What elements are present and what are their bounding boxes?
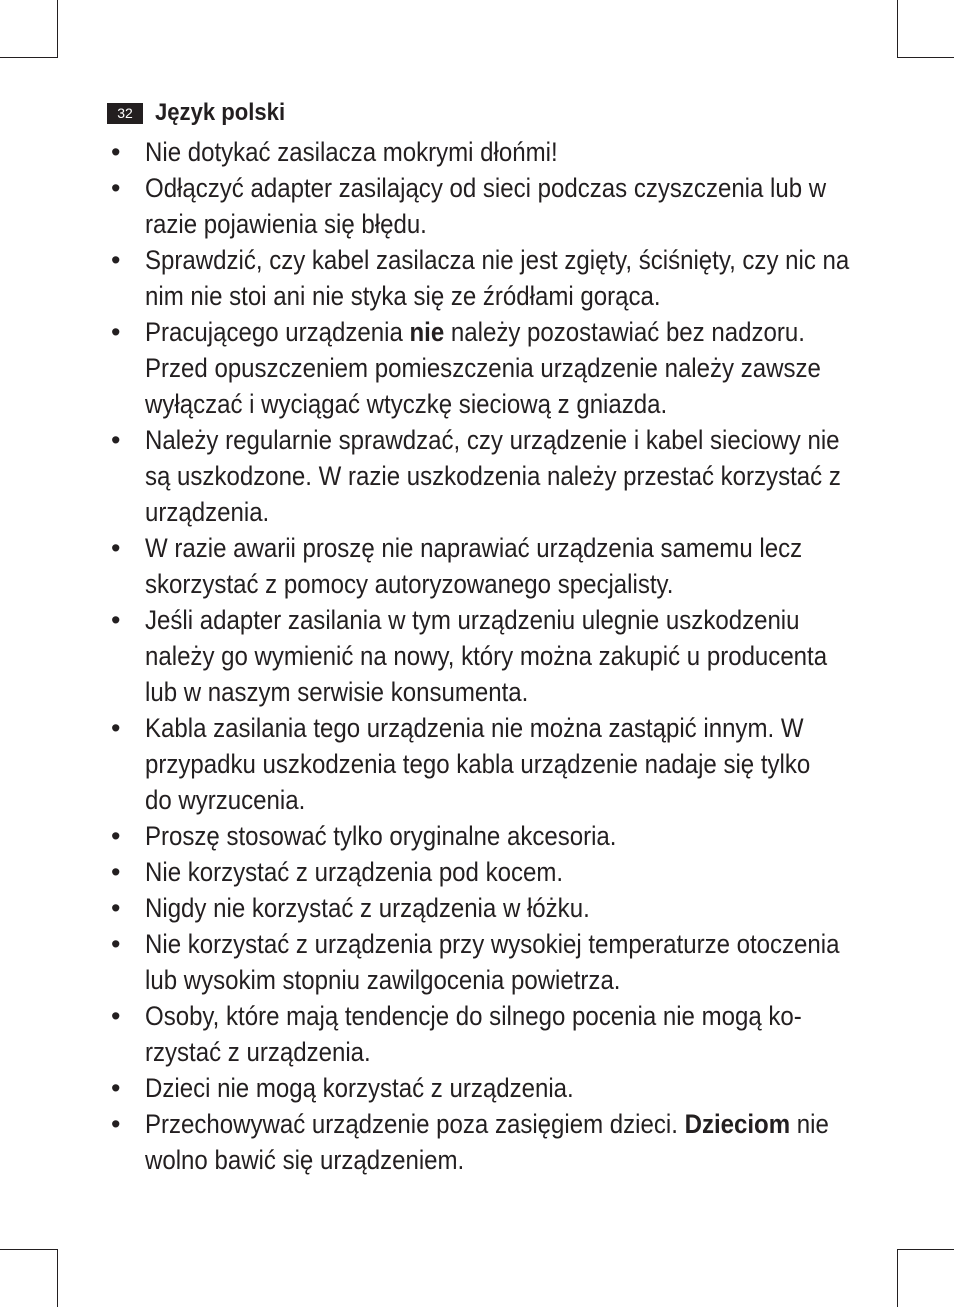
safety-item — [0, 818, 954, 854]
text-segment: Nie korzystać z urządzenia pod kocem. — [145, 857, 564, 887]
page-number: 32 — [107, 103, 143, 124]
text-segment: Nigdy nie korzystać z urządzenia w łóżku. — [145, 893, 590, 923]
text-segment: W razie awarii proszę nie naprawiać urządzenia samemu lecz — [145, 533, 803, 563]
text-line — [145, 746, 848, 782]
safety-item — [0, 314, 954, 422]
emphasized-text: nie — [409, 317, 445, 347]
safety-item-text — [145, 818, 935, 854]
safety-item-text — [145, 926, 935, 998]
text-line — [145, 962, 848, 998]
text-line — [145, 782, 848, 818]
safety-item — [0, 170, 954, 242]
bullet-marker: • — [111, 245, 121, 275]
safety-item — [0, 530, 954, 602]
text-line — [145, 1106, 848, 1142]
text-segment: Odłączyć adapter zasilający od sieci podczas czyszczenia lub w — [145, 173, 827, 203]
text-line — [145, 170, 848, 206]
safety-item-text — [145, 710, 935, 818]
text-line — [145, 422, 848, 458]
text-line — [145, 350, 848, 386]
crop-mark-top-left-vertical — [57, 0, 58, 58]
safety-item — [0, 1070, 954, 1106]
bullet-marker: • — [111, 533, 121, 563]
text-segment: rzystać z urządzenia. — [145, 1037, 371, 1067]
safety-item — [0, 926, 954, 998]
bullet-marker: • — [111, 929, 121, 959]
crop-mark-bottom-left-vertical — [57, 1249, 58, 1307]
text-line — [145, 998, 848, 1034]
text-segment: razie pojawienia się błędu. — [145, 209, 427, 239]
bullet-marker: • — [111, 857, 121, 887]
safety-item — [0, 422, 954, 530]
text-line — [145, 458, 848, 494]
text-segment: należy go wymienić na nowy, który można zakupić u producenta — [145, 641, 828, 671]
text-segment: Przechowywać urządzenie poza zasięgiem dzieci. — [145, 1109, 685, 1139]
text-segment: Dzieci nie mogą korzystać z urządzenia. — [145, 1073, 574, 1103]
safety-item — [0, 710, 954, 818]
safety-item-text — [145, 422, 935, 530]
safety-item-text — [145, 602, 935, 710]
text-segment: Sprawdzić, czy kabel zasilacza nie jest zgięty, ściśnięty, czy nic na — [145, 245, 850, 275]
text-segment: Należy regularnie sprawdzać, czy urządzenie i kabel sieciowy nie — [145, 425, 840, 455]
text-line — [145, 1034, 848, 1070]
safety-item — [0, 602, 954, 710]
safety-item — [0, 998, 954, 1070]
text-line — [145, 638, 848, 674]
text-line — [145, 386, 848, 422]
bullet-marker: • — [111, 893, 121, 923]
text-segment: Osoby, które mają tendencje do silnego pocenia nie mogą ko- — [145, 1001, 802, 1031]
bullet-marker: • — [111, 137, 121, 167]
text-line — [145, 530, 848, 566]
crop-mark-bottom-right-vertical — [897, 1249, 898, 1307]
text-segment: lub w naszym serwisie konsumenta. — [145, 677, 529, 707]
emphasized-text: Dzieciom — [684, 1109, 791, 1139]
safety-list — [0, 134, 954, 1178]
bullet-marker: • — [111, 1109, 121, 1139]
text-segment: Jeśli adapter zasilania w tym urządzeniu ulegnie uszkodzeniu — [145, 605, 800, 635]
text-segment: nie — [790, 1109, 829, 1139]
safety-item — [0, 854, 954, 890]
safety-item-text — [145, 170, 935, 242]
text-segment: wyłączać i wyciągać wtyczkę sieciową z gniazda. — [145, 389, 668, 419]
text-segment: wolno bawić się urządzeniem. — [145, 1145, 465, 1175]
safety-item-text — [145, 890, 935, 926]
text-segment: są uszkodzone. W razie uszkodzenia należy przestać korzystać z — [145, 461, 841, 491]
text-segment: skorzystać z pomocy autoryzowanego specjalisty. — [145, 569, 674, 599]
safety-item-text — [145, 314, 935, 422]
safety-item-text — [145, 242, 935, 314]
text-segment: do wyrzucenia. — [145, 785, 306, 815]
bullet-marker: • — [111, 821, 121, 851]
text-line — [145, 674, 848, 710]
safety-item — [0, 1106, 954, 1178]
safety-item — [0, 134, 954, 170]
text-segment: nim nie stoi ani nie styka się ze źródłami gorąca. — [145, 281, 661, 311]
text-segment: Nie korzystać z urządzenia przy wysokiej temperaturze otoczenia — [145, 929, 840, 959]
text-line — [145, 494, 848, 530]
bullet-marker: • — [111, 1001, 121, 1031]
text-segment: przypadku uszkodzenia tego kabla urządzenie nadaje się tylko — [145, 749, 811, 779]
text-segment: urządzenia. — [145, 497, 270, 527]
text-segment: Proszę stosować tylko oryginalne akcesoria. — [145, 821, 617, 851]
language-heading: Język polski — [155, 99, 286, 126]
text-line — [145, 278, 848, 314]
text-line — [145, 710, 848, 746]
text-segment: należy pozostawiać bez nadzoru. — [444, 317, 805, 347]
text-line — [145, 566, 848, 602]
bullet-marker: • — [111, 425, 121, 455]
safety-item-text — [145, 134, 935, 170]
text-line — [145, 854, 848, 890]
text-line — [145, 818, 848, 854]
text-segment: Przed opuszczeniem pomieszczenia urządzenie należy zawsze — [145, 353, 821, 383]
text-line — [145, 890, 848, 926]
safety-item — [0, 242, 954, 314]
safety-item-text — [145, 854, 935, 890]
safety-item-text — [145, 530, 935, 602]
bullet-marker: • — [111, 173, 121, 203]
text-line — [145, 206, 848, 242]
text-line — [145, 926, 848, 962]
bullet-marker: • — [111, 1073, 121, 1103]
text-line — [145, 1070, 848, 1106]
crop-mark-top-right-vertical — [897, 0, 898, 58]
text-line — [145, 602, 848, 638]
crop-mark-bottom-left-horizontal — [0, 1249, 58, 1250]
crop-mark-bottom-right-horizontal — [897, 1249, 954, 1250]
safety-item-text — [145, 1106, 935, 1178]
safety-item-text — [145, 998, 935, 1070]
crop-mark-top-right-horizontal — [897, 57, 954, 58]
text-line — [145, 314, 848, 350]
bullet-marker: • — [111, 317, 121, 347]
safety-item-text — [145, 1070, 935, 1106]
text-segment: Nie dotykać zasilacza mokrymi dłońmi! — [145, 137, 558, 167]
text-line — [145, 134, 848, 170]
crop-mark-top-left-horizontal — [0, 57, 58, 58]
safety-item — [0, 890, 954, 926]
bullet-marker: • — [111, 605, 121, 635]
bullet-marker: • — [111, 713, 121, 743]
text-segment: Pracującego urządzenia — [145, 317, 410, 347]
text-line — [145, 242, 848, 278]
text-segment: Kabla zasilania tego urządzenia nie można zastąpić innym. W — [145, 713, 804, 743]
text-segment: lub wysokim stopniu zawilgocenia powietrza. — [145, 965, 621, 995]
text-line — [145, 1142, 848, 1178]
